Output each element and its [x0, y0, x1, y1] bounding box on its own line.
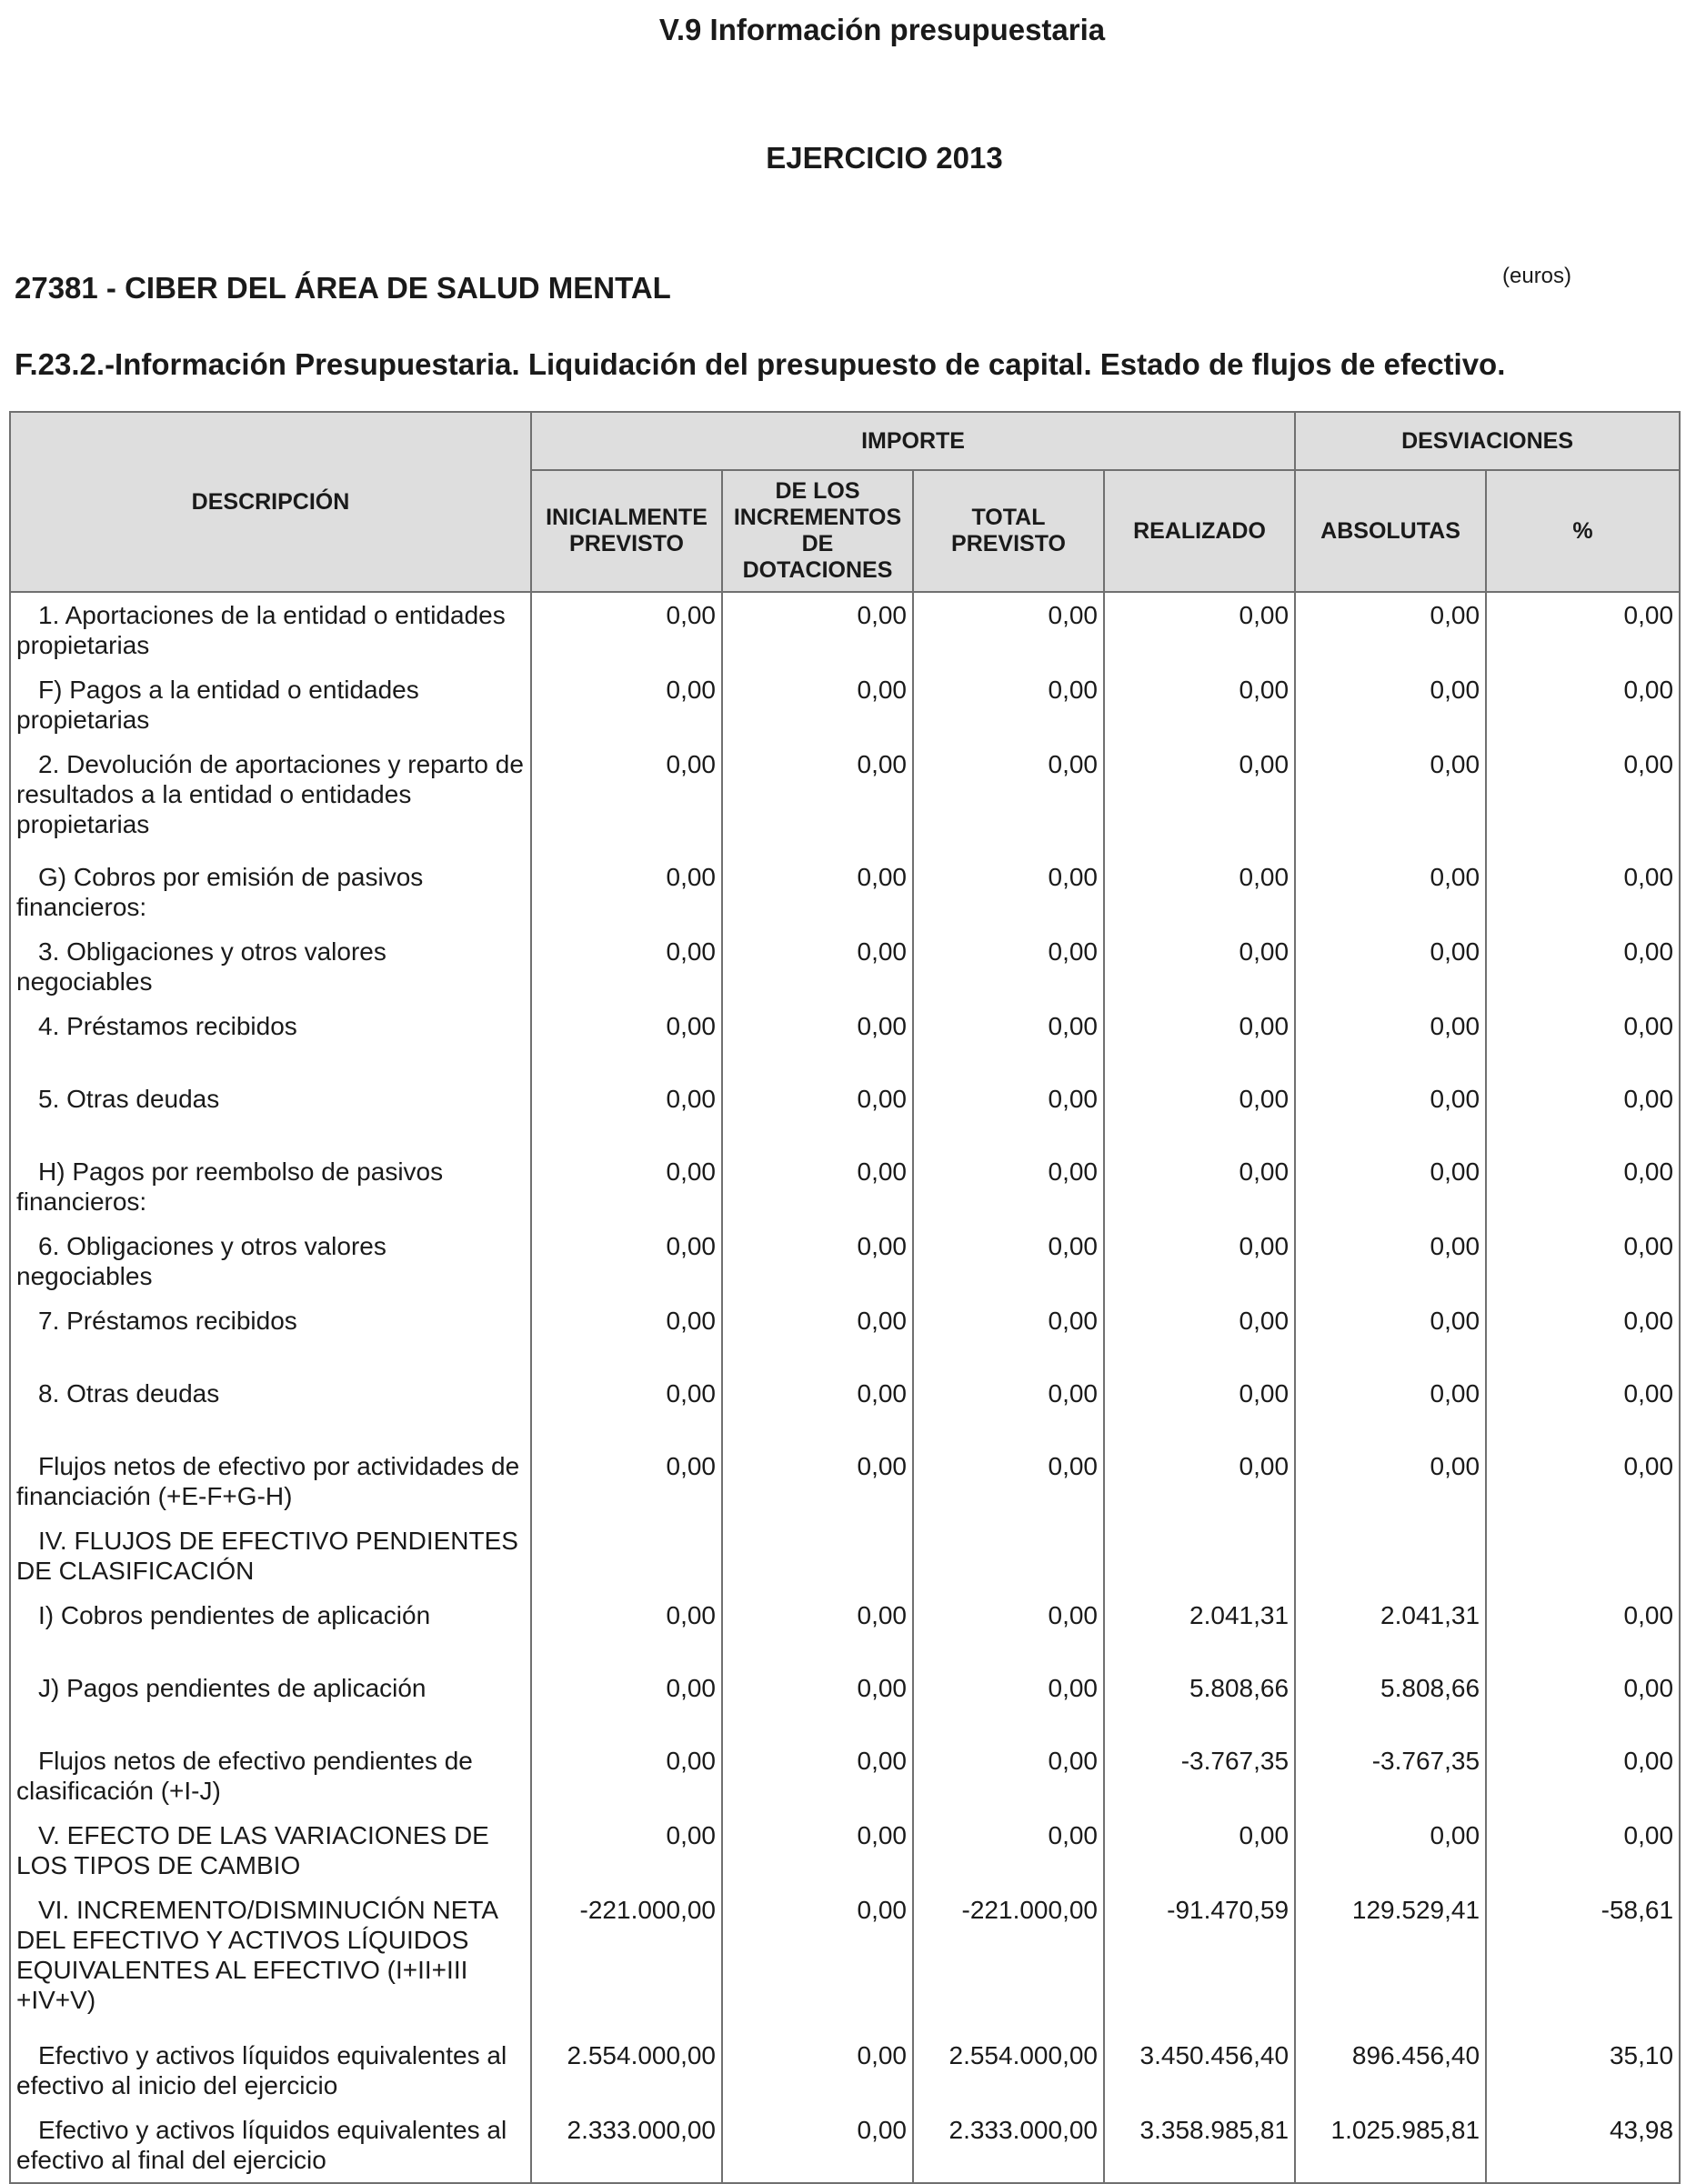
report-heading: F.23.2.-Información Presupuestaria. Liquidación del presupuesto de capital. Estado de flujos de efectivo.: [15, 347, 1506, 381]
cell-total-previsto: 0,00: [913, 1298, 1104, 1371]
row-description: 4. Préstamos recibidos: [10, 1004, 531, 1077]
header-total-previsto: TOTAL PREVISTO: [913, 470, 1104, 592]
cell-incrementos: 0,00: [722, 1813, 913, 1888]
cell-inicialmente-previsto: 0,00: [531, 1738, 722, 1813]
budget-table-body: [10, 592, 1680, 2183]
cell-incrementos: 0,00: [722, 1888, 913, 2033]
cell-porcentaje: 0,00: [1486, 1224, 1680, 1298]
cell-absolutas: 0,00: [1295, 1004, 1486, 1077]
cell-inicialmente-previsto: 2.554.000,00: [531, 2033, 722, 2108]
cell-realizado: 0,00: [1104, 1298, 1295, 1371]
cell-inicialmente-previsto: 0,00: [531, 1593, 722, 1666]
table-row: [10, 1004, 1680, 1077]
table-row: [10, 1738, 1680, 1813]
cell-total-previsto: 0,00: [913, 929, 1104, 1004]
cell-absolutas: -3.767,35: [1295, 1738, 1486, 1813]
row-description: 2. Devolución de aportaciones y reparto de resultados a la entidad o entidades propietarias: [10, 742, 531, 855]
header-realizado: REALIZADO: [1104, 470, 1295, 592]
cell-realizado: 0,00: [1104, 1813, 1295, 1888]
header-inicialmente-previsto: INICIALMENTE PREVISTO: [531, 470, 722, 592]
cell-absolutas: 0,00: [1295, 855, 1486, 929]
row-description: Flujos netos de efectivo por actividades de financiación (+E-F+G-H): [10, 1444, 531, 1518]
cell-inicialmente-previsto: 0,00: [531, 742, 722, 855]
cell-realizado: 2.041,31: [1104, 1593, 1295, 1666]
cell-inicialmente-previsto: 0,00: [531, 592, 722, 667]
row-description: Efectivo y activos líquidos equivalentes al efectivo al inicio del ejercicio: [10, 2033, 531, 2108]
cell-realizado: [1104, 1518, 1295, 1593]
cell-absolutas: 0,00: [1295, 929, 1486, 1004]
table-row: [10, 1666, 1680, 1738]
header-incrementos: DE LOS INCREMENTOS DE DOTACIONES: [722, 470, 913, 592]
cell-absolutas: 0,00: [1295, 667, 1486, 742]
cell-inicialmente-previsto: -221.000,00: [531, 1888, 722, 2033]
cell-absolutas: 0,00: [1295, 742, 1486, 855]
cell-porcentaje: [1486, 1518, 1680, 1593]
cell-inicialmente-previsto: 0,00: [531, 1371, 722, 1444]
table-row: [10, 1888, 1680, 2033]
table-row: [10, 929, 1680, 1004]
table-row: [10, 1593, 1680, 1666]
cell-realizado: 0,00: [1104, 1224, 1295, 1298]
cell-incrementos: 0,00: [722, 2108, 913, 2183]
row-description: VI. INCREMENTO/DISMINUCIÓN NETA DEL EFECTIVO Y ACTIVOS LÍQUIDOS EQUIVALENTES AL EFECTIVO (I+II+III +IV+V): [10, 1888, 531, 2033]
cell-total-previsto: 0,00: [913, 1813, 1104, 1888]
row-description: IV. FLUJOS DE EFECTIVO PENDIENTES DE CLASIFICACIÓN: [10, 1518, 531, 1593]
row-description: H) Pagos por reembolso de pasivos financieros:: [10, 1149, 531, 1224]
cell-realizado: 0,00: [1104, 1444, 1295, 1518]
page-title: V.9 Información presupuestaria: [658, 13, 1106, 46]
row-description: I) Cobros pendientes de aplicación: [10, 1593, 531, 1666]
row-description: Flujos netos de efectivo pendientes de clasificación (+I-J): [10, 1738, 531, 1813]
cell-absolutas: 0,00: [1295, 1298, 1486, 1371]
cell-total-previsto: -221.000,00: [913, 1888, 1104, 2033]
cell-porcentaje: 43,98: [1486, 2108, 1680, 2183]
cell-absolutas: 129.529,41: [1295, 1888, 1486, 2033]
cell-inicialmente-previsto: 0,00: [531, 1813, 722, 1888]
cell-total-previsto: 0,00: [913, 1593, 1104, 1666]
cell-porcentaje: 0,00: [1486, 667, 1680, 742]
cell-incrementos: 0,00: [722, 1149, 913, 1224]
cell-realizado: 0,00: [1104, 929, 1295, 1004]
cell-absolutas: 0,00: [1295, 1077, 1486, 1149]
table-row: [10, 855, 1680, 929]
cell-incrementos: 0,00: [722, 1371, 913, 1444]
cell-absolutas: 1.025.985,81: [1295, 2108, 1486, 2183]
table-row: [10, 1813, 1680, 1888]
cell-incrementos: 0,00: [722, 1077, 913, 1149]
cell-total-previsto: 0,00: [913, 1666, 1104, 1738]
row-description: 3. Obligaciones y otros valores negociables: [10, 929, 531, 1004]
row-description: 7. Préstamos recibidos: [10, 1298, 531, 1371]
header-descripcion: DESCRIPCIÓN: [10, 412, 531, 592]
cell-porcentaje: 0,00: [1486, 1666, 1680, 1738]
row-description: Efectivo y activos líquidos equivalentes al efectivo al final del ejercicio: [10, 2108, 531, 2183]
cell-absolutas: 0,00: [1295, 1444, 1486, 1518]
table-row: [10, 1444, 1680, 1518]
cell-inicialmente-previsto: 0,00: [531, 1666, 722, 1738]
cell-incrementos: 0,00: [722, 1738, 913, 1813]
cell-porcentaje: 0,00: [1486, 1738, 1680, 1813]
cell-porcentaje: 0,00: [1486, 1149, 1680, 1224]
header-porcentaje: %: [1486, 470, 1680, 592]
cell-absolutas: 0,00: [1295, 1149, 1486, 1224]
cell-absolutas: 0,00: [1295, 592, 1486, 667]
row-description: V. EFECTO DE LAS VARIACIONES DE LOS TIPOS DE CAMBIO: [10, 1813, 531, 1888]
cell-incrementos: 0,00: [722, 1298, 913, 1371]
row-description: J) Pagos pendientes de aplicación: [10, 1666, 531, 1738]
cell-realizado: 0,00: [1104, 1149, 1295, 1224]
cell-inicialmente-previsto: 0,00: [531, 1149, 722, 1224]
cell-total-previsto: 0,00: [913, 1444, 1104, 1518]
cell-absolutas: 896.456,40: [1295, 2033, 1486, 2108]
cell-inicialmente-previsto: 0,00: [531, 855, 722, 929]
cell-total-previsto: 0,00: [913, 1077, 1104, 1149]
table-row: [10, 1518, 1680, 1593]
cell-porcentaje: 0,00: [1486, 1371, 1680, 1444]
cell-porcentaje: 0,00: [1486, 1813, 1680, 1888]
table-row: [10, 1224, 1680, 1298]
cell-incrementos: 0,00: [722, 1593, 913, 1666]
cell-realizado: 0,00: [1104, 1077, 1295, 1149]
cell-porcentaje: -58,61: [1486, 1888, 1680, 2033]
row-description: G) Cobros por emisión de pasivos financieros:: [10, 855, 531, 929]
cell-total-previsto: 0,00: [913, 855, 1104, 929]
cell-incrementos: 0,00: [722, 2033, 913, 2108]
cell-absolutas: 5.808,66: [1295, 1666, 1486, 1738]
cell-inicialmente-previsto: 0,00: [531, 1224, 722, 1298]
table-row: [10, 1149, 1680, 1224]
cell-porcentaje: 0,00: [1486, 592, 1680, 667]
table-row: [10, 2033, 1680, 2108]
cell-inicialmente-previsto: 0,00: [531, 1004, 722, 1077]
cell-absolutas: 0,00: [1295, 1813, 1486, 1888]
table-row: [10, 742, 1680, 855]
cell-realizado: -3.767,35: [1104, 1738, 1295, 1813]
cell-total-previsto: [913, 1518, 1104, 1593]
cell-realizado: -91.470,59: [1104, 1888, 1295, 2033]
cell-absolutas: 0,00: [1295, 1224, 1486, 1298]
cell-incrementos: 0,00: [722, 929, 913, 1004]
cell-incrementos: 0,00: [722, 667, 913, 742]
cell-absolutas: [1295, 1518, 1486, 1593]
table-row: [10, 1298, 1680, 1371]
cell-inicialmente-previsto: 2.333.000,00: [531, 2108, 722, 2183]
cell-inicialmente-previsto: 0,00: [531, 1444, 722, 1518]
entity-heading: 27381 - CIBER DEL ÁREA DE SALUD MENTAL: [15, 271, 671, 305]
cell-total-previsto: 0,00: [913, 1738, 1104, 1813]
cell-total-previsto: 0,00: [913, 1371, 1104, 1444]
row-description: 8. Otras deudas: [10, 1371, 531, 1444]
cell-total-previsto: 0,00: [913, 1004, 1104, 1077]
cell-porcentaje: 35,10: [1486, 2033, 1680, 2108]
units-label: (euros): [1502, 264, 1572, 288]
cell-realizado: 0,00: [1104, 855, 1295, 929]
table-row: [10, 667, 1680, 742]
header-absolutas: ABSOLUTAS: [1295, 470, 1486, 592]
cell-realizado: 3.358.985,81: [1104, 2108, 1295, 2183]
cell-inicialmente-previsto: 0,00: [531, 1298, 722, 1371]
row-description: 6. Obligaciones y otros valores negociables: [10, 1224, 531, 1298]
cell-porcentaje: 0,00: [1486, 1444, 1680, 1518]
fiscal-year-heading: EJERCICIO 2013: [766, 141, 1003, 175]
cell-incrementos: 0,00: [722, 1666, 913, 1738]
cell-total-previsto: 0,00: [913, 667, 1104, 742]
cell-porcentaje: 0,00: [1486, 1593, 1680, 1666]
row-description: 1. Aportaciones de la entidad o entidades propietarias: [10, 592, 531, 667]
cell-realizado: 0,00: [1104, 667, 1295, 742]
header-desviaciones: DESVIACIONES: [1295, 412, 1680, 470]
cell-total-previsto: 2.554.000,00: [913, 2033, 1104, 2108]
cell-total-previsto: 0,00: [913, 1149, 1104, 1224]
cell-incrementos: 0,00: [722, 1004, 913, 1077]
cell-total-previsto: 0,00: [913, 742, 1104, 855]
cell-incrementos: 0,00: [722, 742, 913, 855]
table-row: [10, 2108, 1680, 2183]
cell-total-previsto: 2.333.000,00: [913, 2108, 1104, 2183]
cell-incrementos: 0,00: [722, 592, 913, 667]
cell-absolutas: 2.041,31: [1295, 1593, 1486, 1666]
cell-porcentaje: 0,00: [1486, 742, 1680, 855]
row-description: F) Pagos a la entidad o entidades propietarias: [10, 667, 531, 742]
table-row: [10, 592, 1680, 667]
cell-incrementos: 0,00: [722, 1224, 913, 1298]
cell-realizado: 0,00: [1104, 592, 1295, 667]
cell-porcentaje: 0,00: [1486, 1298, 1680, 1371]
cell-inicialmente-previsto: [531, 1518, 722, 1593]
cell-incrementos: 0,00: [722, 1444, 913, 1518]
cell-total-previsto: 0,00: [913, 1224, 1104, 1298]
cell-realizado: 0,00: [1104, 1371, 1295, 1444]
row-description: 5. Otras deudas: [10, 1077, 531, 1149]
cell-realizado: 5.808,66: [1104, 1666, 1295, 1738]
cell-total-previsto: 0,00: [913, 592, 1104, 667]
cell-inicialmente-previsto: 0,00: [531, 929, 722, 1004]
header-importe: IMPORTE: [531, 412, 1295, 470]
cell-porcentaje: 0,00: [1486, 1004, 1680, 1077]
cell-realizado: 0,00: [1104, 742, 1295, 855]
cell-inicialmente-previsto: 0,00: [531, 1077, 722, 1149]
cell-inicialmente-previsto: 0,00: [531, 667, 722, 742]
cell-realizado: 0,00: [1104, 1004, 1295, 1077]
cell-porcentaje: 0,00: [1486, 929, 1680, 1004]
table-row: [10, 1077, 1680, 1149]
cell-incrementos: [722, 1518, 913, 1593]
cell-porcentaje: 0,00: [1486, 855, 1680, 929]
table-row: [10, 1371, 1680, 1444]
cell-incrementos: 0,00: [722, 855, 913, 929]
cell-porcentaje: 0,00: [1486, 1077, 1680, 1149]
cell-absolutas: 0,00: [1295, 1371, 1486, 1444]
cell-realizado: 3.450.456,40: [1104, 2033, 1295, 2108]
budget-table: [9, 411, 1681, 2184]
